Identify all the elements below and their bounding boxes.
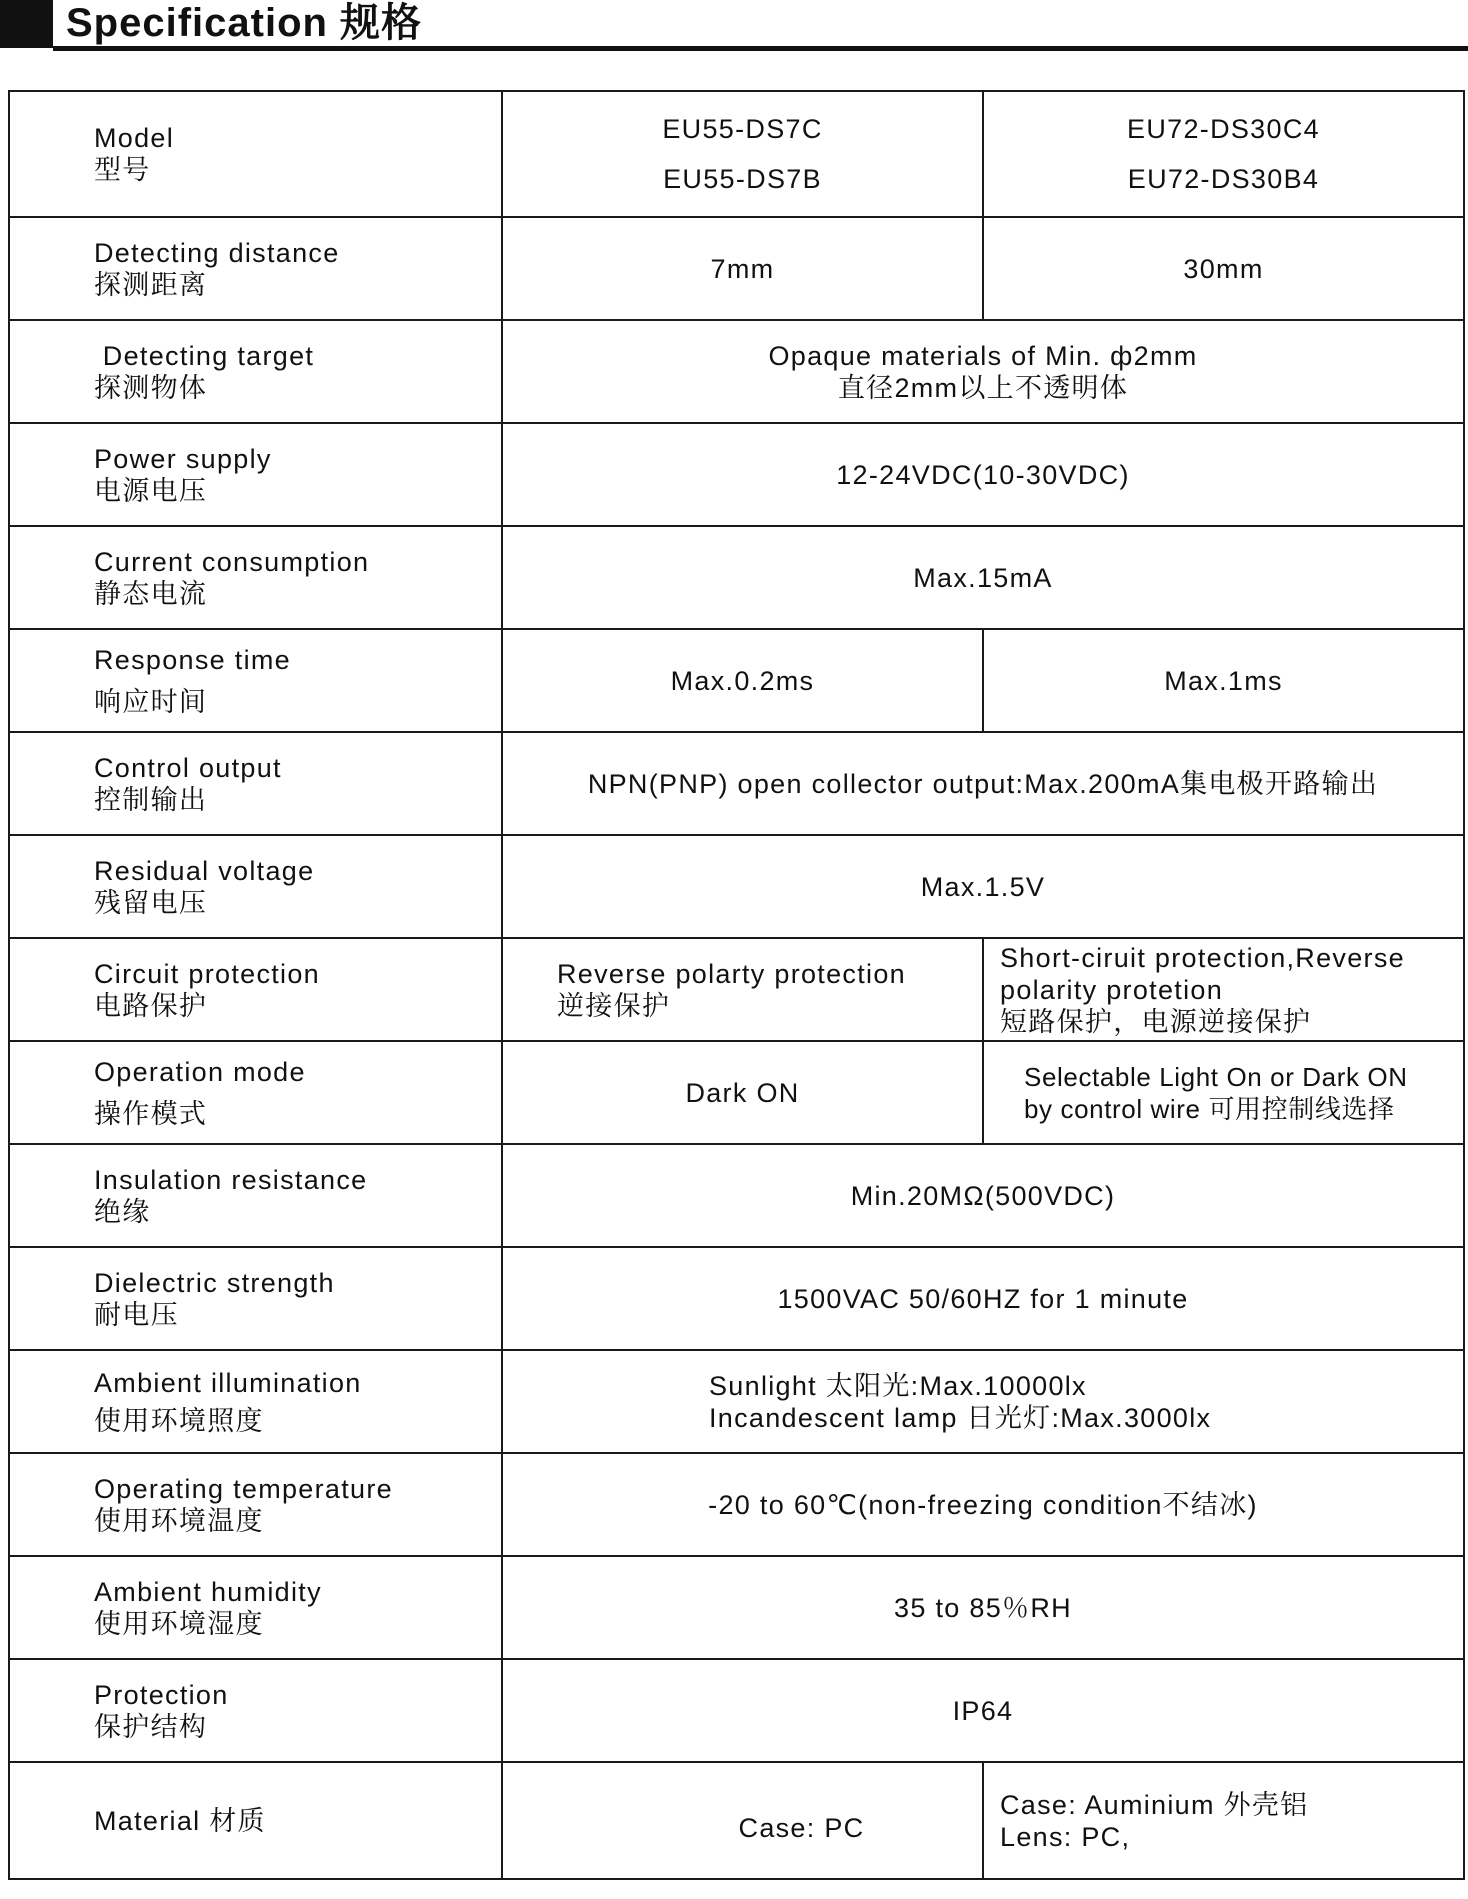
label-en: Ambient illumination <box>94 1367 362 1398</box>
model-name: EU55-DS7B <box>663 164 822 194</box>
row-residual-voltage <box>9 835 1464 938</box>
label-zh: 残留电压 <box>94 887 208 918</box>
value-line: Opaque materials of Min. ф2mm <box>768 340 1198 371</box>
label-cell <box>9 1144 502 1247</box>
label-zh: 使用环境湿度 <box>94 1608 264 1639</box>
value-cell: Max.1ms <box>983 629 1464 732</box>
label-zh: 使用环境温度 <box>94 1505 264 1536</box>
label-zh: 耐电压 <box>94 1299 179 1330</box>
label-zh: 电路保护 <box>94 990 208 1021</box>
label-en: Detecting distance <box>94 237 340 268</box>
row-operation-mode <box>9 1041 1464 1144</box>
value-cell <box>983 1041 1464 1144</box>
value-cell: -20 to 60℃(non-freezing condition不结冰) <box>502 1453 1464 1556</box>
value-cell: Case: PC <box>502 1762 983 1879</box>
label-cell <box>9 526 502 629</box>
row-response-time <box>9 629 1464 732</box>
label-zh: 保护结构 <box>94 1711 208 1742</box>
label-en: Detecting target <box>94 340 315 371</box>
label-zh: 电源电压 <box>94 475 208 506</box>
label-cell <box>9 1247 502 1350</box>
model-name: EU72-DS30B4 <box>1127 164 1320 194</box>
model-col-1 <box>502 91 983 217</box>
label-en: Protection <box>94 1679 229 1710</box>
row-operating-temperature <box>9 1453 1464 1556</box>
label-en: Dielectric strength <box>94 1267 335 1298</box>
value-cell <box>502 938 983 1041</box>
value-cell <box>983 1762 1464 1879</box>
label-zh: 控制输出 <box>94 784 208 815</box>
label-zh: 操作模式 <box>94 1098 208 1129</box>
label-cell <box>9 732 502 835</box>
label-zh: 响应时间 <box>94 686 208 717</box>
label-en: Operation mode <box>94 1056 306 1087</box>
label-cell <box>9 1762 502 1879</box>
value-cell: 35 to 85％RH <box>502 1556 1464 1659</box>
value-line: Sunlight 太阳光:Max.10000lx <box>709 1370 1087 1401</box>
value-cell: Max.1.5V <box>502 835 1464 938</box>
row-detecting-distance <box>9 217 1464 320</box>
value-cell: Min.20MΩ(500VDC) <box>502 1144 1464 1247</box>
value-cell: 1500VAC 50/60HZ for 1 minute <box>502 1247 1464 1350</box>
label-cell <box>9 1453 502 1556</box>
label-zh: 使用环境照度 <box>94 1405 264 1436</box>
label-en: Power supply <box>94 443 272 474</box>
value-line: Lens: PC, <box>1000 1821 1131 1852</box>
label-cell <box>9 1041 502 1144</box>
value-line: 短路保护，电源逆接保护 <box>1000 1006 1312 1037</box>
row-ambient-humidity <box>9 1556 1464 1659</box>
value-cell <box>502 320 1464 423</box>
spec-table <box>8 90 1465 1880</box>
model-name: EU55-DS7C <box>662 114 823 144</box>
label-cell <box>9 320 502 423</box>
value-line: polarity protetion <box>1000 974 1224 1005</box>
row-insulation-resistance <box>9 1144 1464 1247</box>
label-zh: 绝缘 <box>94 1196 151 1227</box>
label-cell <box>9 217 502 320</box>
value-cell: 7mm <box>502 217 983 320</box>
label-en: Material 材质 <box>94 1805 266 1836</box>
label-cell <box>9 423 502 526</box>
value-cell <box>502 1350 1464 1453</box>
value-cell: Max.0.2ms <box>502 629 983 732</box>
value-line: Reverse polarty protection <box>557 958 906 989</box>
label-en: Circuit protection <box>94 958 320 989</box>
label-en: Response time <box>94 644 291 675</box>
label-cell <box>9 835 502 938</box>
value-cell: 30mm <box>983 217 1464 320</box>
value-cell: Max.15mA <box>502 526 1464 629</box>
row-protection <box>9 1659 1464 1762</box>
label-zh: 静态电流 <box>94 578 208 609</box>
label-en: Ambient humidity <box>94 1576 322 1607</box>
label-zh: 型号 <box>94 155 151 185</box>
model-col-2 <box>983 91 1464 217</box>
header-square-marker <box>0 0 53 48</box>
label-en: Current consumption <box>94 546 370 577</box>
value-cell: 12-24VDC(10-30VDC) <box>502 423 1464 526</box>
value-cell <box>983 938 1464 1041</box>
value-line: Incandescent lamp 日光灯:Max.3000lx <box>709 1402 1212 1433</box>
label-cell <box>9 1556 502 1659</box>
label-zh: 探测物体 <box>94 372 208 403</box>
row-dielectric-strength <box>9 1247 1464 1350</box>
label-cell <box>9 938 502 1041</box>
label-zh: 探测距离 <box>94 269 208 300</box>
label-cell <box>9 1350 502 1453</box>
row-material <box>9 1762 1464 1879</box>
section-title: Specification 规格 <box>66 1 423 45</box>
model-name: EU72-DS30C4 <box>1127 114 1320 144</box>
value-line: Short-ciruit protection,Reverse <box>1000 942 1405 973</box>
label-en: Residual voltage <box>94 855 315 886</box>
value-line: Case: Auminium 外壳铝 <box>1000 1789 1309 1820</box>
label-en: Model <box>94 123 175 153</box>
value-cell: NPN(PNP) open collector output:Max.200mA集电极开路输出 <box>502 732 1464 835</box>
row-power-supply <box>9 423 1464 526</box>
section-header <box>0 0 1468 52</box>
value-cell: IP64 <box>502 1659 1464 1762</box>
label-en: Control output <box>94 752 282 783</box>
label-cell <box>9 91 502 217</box>
value-cell: Dark ON <box>502 1041 983 1144</box>
label-en: Insulation resistance <box>94 1164 368 1195</box>
header-rule <box>53 46 1468 51</box>
value-line: Selectable Light On or Dark ON <box>1024 1061 1408 1092</box>
row-model <box>9 91 1464 217</box>
value-line: by control wire 可用控制线选择 <box>1024 1093 1395 1124</box>
row-control-output <box>9 732 1464 835</box>
label-cell <box>9 1659 502 1762</box>
label-en: Operating temperature <box>94 1473 393 1504</box>
row-current-consumption <box>9 526 1464 629</box>
row-circuit-protection <box>9 938 1464 1041</box>
row-detecting-target <box>9 320 1464 423</box>
value-line: 逆接保护 <box>557 990 671 1021</box>
label-cell <box>9 629 502 732</box>
row-ambient-illumination <box>9 1350 1464 1453</box>
value-line: 直径2mm以上不透明体 <box>837 372 1129 403</box>
